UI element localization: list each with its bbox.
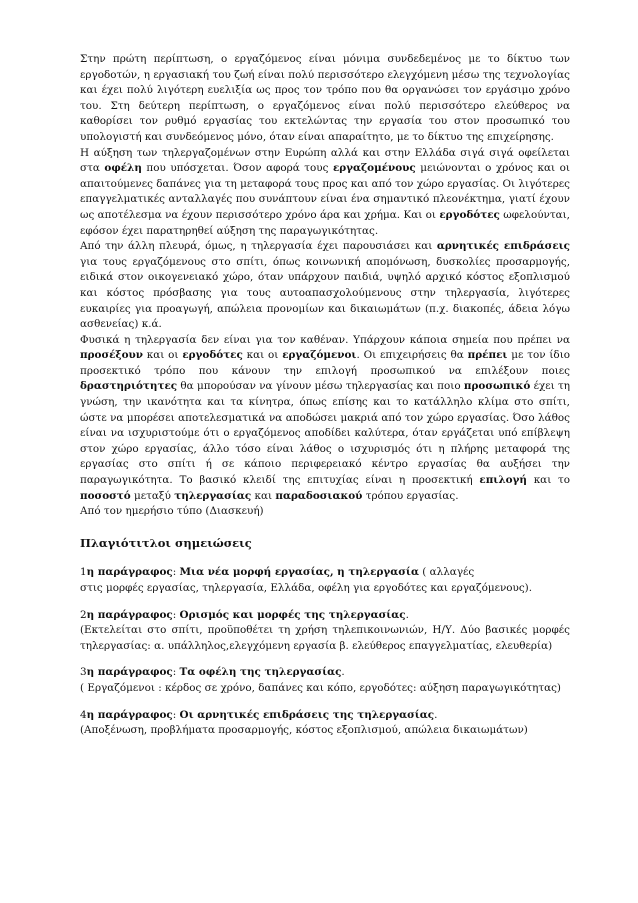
- note-item: [80, 608, 570, 655]
- note-separator: :: [172, 666, 180, 679]
- emphasis-text: παραδοσιακού: [275, 489, 363, 502]
- note-detail: ( Εργαζόμενοι : κέρδος σε χρόνο, δαπάνες και κόπο, εργοδότες: αύξηση παραγωγικότητας): [80, 681, 561, 694]
- note-label: η παράγραφος: [86, 608, 173, 621]
- notes-list: [80, 565, 570, 738]
- note-heading: [80, 608, 570, 624]
- paragraph-text: και το: [526, 474, 571, 487]
- note-separator: :: [172, 566, 180, 579]
- paragraph-text: που υπόσχεται. Όσον αφορά τους: [141, 162, 333, 175]
- note-title-tail: ( αλλαγές: [418, 566, 475, 579]
- note-label: η παράγραφος: [86, 666, 173, 679]
- paragraph-text: Φυσικά η τηλεργασία δεν είναι για τον καθέναν. Υπάρχουν κάποια σημεία που πρέπει να: [80, 333, 570, 346]
- paragraph-text: για τους εργαζόμενους στο σπίτι, όπως κοινωνική απομόνωση, δυσκολίες προσαρμογής, ειδικά στον οικογενειακό χώρο, όταν υπάρχουν παιδιά, υψηλό αρχικό κόστος εξοπλισμού και κόστος πρόσβασης για τους αυτοαπασχολούμενους στην τηλεργασία, λιγότερες ευκαιρίες για προαγωγή, απώλεια προνομίων και δικαιωμάτων (π.χ. διακοπές, άδεια λόγω ασθενείας) κ.ά.: [80, 255, 570, 331]
- article-text: [80, 52, 570, 520]
- emphasis-text: εργοδότες: [439, 208, 500, 221]
- paragraph-text: και οι: [142, 349, 183, 362]
- emphasis-text: προσωπικό: [463, 380, 531, 393]
- body-paragraph: [80, 52, 570, 146]
- note-detail: (Αποξένωση, προβλήματα προσαρμογής, κόστος εξοπλισμού, απώλεια δικαιωμάτων): [80, 724, 528, 737]
- note-heading: [80, 565, 570, 581]
- emphasis-text: ποσοστό: [80, 489, 131, 502]
- note-label: η παράγραφος: [86, 566, 173, 579]
- paragraph-text: . Οι επιχειρήσεις θα: [356, 349, 468, 362]
- paragraph-text: και: [251, 489, 276, 502]
- emphasis-text: δραστηριότητες: [80, 380, 178, 393]
- paragraph-text: μειώνονται ο χρόνος και οι απαιτούμενες δαπάνες για τη μεταφορά τους προς και από τον χώρο εργασίας. Οι λιγότερες επαγγελματικές ανταλλαγές που συνάπτουν είναι ένα σημαντικό πλεονέκτημα, γιατί έχουν ως αποτέλεσμα να έχουν περισσότερο χρόνο άρα και χρήμα. Και οι: [80, 162, 570, 221]
- note-detail: στις μορφές εργασίας, τηλεργασία, Ελλάδα, οφέλη για εργοδότες και εργαζόμενους).: [80, 582, 533, 594]
- body-paragraph: [80, 504, 570, 520]
- note-title: Οι αρνητικές επιδράσεις της τηλεργασίας: [179, 708, 435, 721]
- paragraph-text: ωφελούνται, εφόσον έχει παρατηρηθεί αύξηση της παραγωγικότητας.: [80, 208, 570, 237]
- note-item: [80, 665, 570, 696]
- emphasis-text: τηλεργασίας: [174, 489, 252, 502]
- note-title-tail: .: [434, 708, 438, 721]
- emphasis-text: εργαζομένους: [332, 162, 416, 175]
- note-separator: :: [172, 708, 180, 721]
- note-title-tail: .: [405, 608, 409, 621]
- body-paragraph: [80, 239, 570, 333]
- paragraph-text: Από τον ημερήσιο τύπο (Διασκευή): [80, 505, 264, 518]
- paragraph-text: μεταξύ: [130, 489, 175, 502]
- paragraph-text: Από την άλλη πλευρά, όμως, η τηλεργασία έχει παρουσιάσει και: [80, 240, 437, 253]
- document-body: [80, 52, 570, 750]
- paragraph-text: και οι: [242, 349, 283, 362]
- note-label: η παράγραφος: [86, 708, 173, 721]
- emphasis-text: οφέλη: [104, 162, 142, 175]
- paragraph-text: θα μπορούσαν να γίνουν μέσω τηλεργασίας και ποιο: [177, 380, 464, 393]
- note-title: Μια νέα μορφή εργασίας, η τηλεργασία: [179, 566, 419, 579]
- emphasis-text: επιλογή: [479, 474, 527, 487]
- note-detail: (Εκτελείται στο σπίτι, προϋποθέτει τη χρήση τηλεπικοινωνιών, Η/Υ. Δύο βασικές μορφές τηλεργασίας: α. υπάλληλος,ελεγχόμενη εργασία β. ελεύθερος επαγγελματίας, ελευθερία): [80, 624, 570, 652]
- note-number: 1: [80, 566, 87, 579]
- note-item: [80, 708, 570, 739]
- paragraph-text: τρόπου εργασίας.: [362, 489, 459, 502]
- note-number: 4: [80, 708, 87, 721]
- emphasis-text: εργαζόμενοι: [282, 349, 357, 362]
- note-number: 3: [80, 666, 87, 679]
- body-paragraph: [80, 333, 570, 505]
- body-paragraph: [80, 146, 570, 240]
- note-number: 2: [80, 608, 87, 621]
- emphasis-text: εργοδότες: [182, 349, 243, 362]
- notes-title: Πλαγιότιτλοι σημειώσεις: [80, 535, 252, 550]
- paragraph-text: Στην πρώτη περίπτωση, ο εργαζόμενος είναι μόνιμα συνδεδεμένος με το δίκτυο των εργοδοτών, η εργασιακή του ζωή είναι πολύ περισσότερο ελεγχόμενη μέσω της τεχνολογίας και έχει πολύ λιγότερη ευελιξία ως προς τον τρόπο που θα οργανώσει τον εργάσιμο χρόνο του. Στη δεύτερη περίπτωση, ο εργαζόμενος είναι πολύ περισσότερο ελεύθερος να καθορίσει τον ρυθμό εργασίας του εκτελώντας την εργασία του στον προσωπικό του υπολογιστή και συνδεόμενος μόνο, όταν είναι απαραίτητο, με το δίκτυο της επιχείρησης.: [80, 53, 570, 143]
- emphasis-text: προσέξουν: [80, 349, 143, 362]
- note-title: Τα οφέλη της τηλεργασίας: [179, 666, 342, 679]
- emphasis-text: αρνητικές επιδράσεις: [436, 240, 571, 253]
- emphasis-text: πρέπει: [467, 349, 508, 362]
- note-title-tail: .: [341, 666, 345, 679]
- note-heading: [80, 708, 570, 724]
- note-item: [80, 565, 570, 596]
- paragraph-text: έχει τη γνώση, την ικανότητα και τα κίνητρα, όπως επίσης και το κατάλληλο κλίμα στο σπίτι, ώστε να μπορέσει αποτελεσματικά να αποδώσει μακριά από τον χώρο εργασίας. Όσο λάθος είναι να ισχυριστούμε ότι ο εργαζόμενος αποδίδει καλύτερα, όταν εργάζεται υπό επίβλεψη στον χώρο εργασίας, άλλο τόσο είναι λάθος ο ισχυρισμός ότι η πλήρης μεταφορά της εργασίας στο σπίτι ή σε κάποιο περιφερειακό κέντρο εργασίας θα αυξήσει την παραγωγικότητα. Το βασικό κλειδί της επιτυχίας είναι η προσεκτική: [80, 380, 570, 487]
- note-heading: [80, 665, 570, 681]
- paragraph-text: με τον ίδιο προσεκτικό τρόπο που κάνουν την επιλογή προσωπικού να επιλέξουν ποιες: [80, 349, 571, 377]
- paragraph-text: Η αύξηση των τηλεργαζομένων στην Ευρώπη αλλά και στην Ελλάδα σιγά σιγά οφείλεται στα: [80, 146, 570, 175]
- note-separator: :: [172, 608, 180, 621]
- note-title: Ορισμός και μορφές της τηλεργασίας: [179, 608, 406, 621]
